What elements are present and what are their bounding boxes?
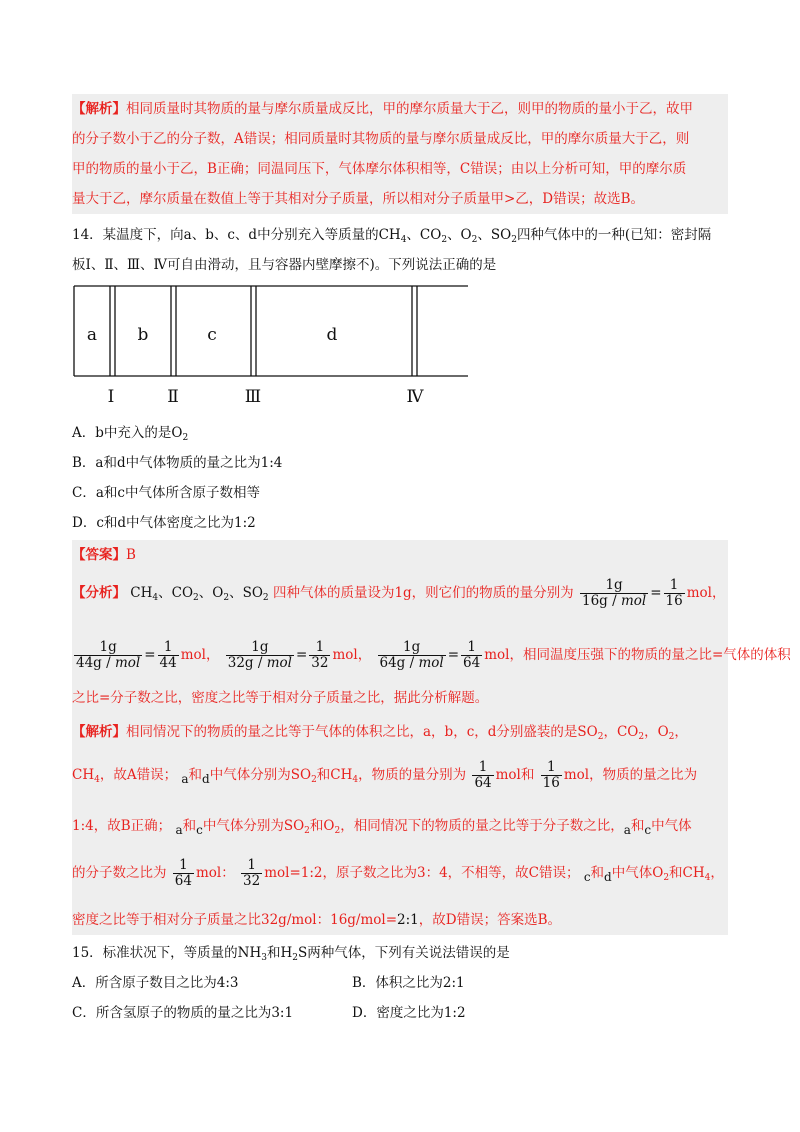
prev-analysis-line: 【解析】相同质量时其物质的量与摩尔质量成反比，甲的摩尔质量大于乙，则甲的物质的量小于乙，故甲 — [72, 101, 693, 117]
compartment-a: a — [86, 325, 98, 345]
fraction: $\frac{1}{44}$ — [159, 639, 177, 671]
fenxi-line-2: $\frac{1g}{\text{44g / mol}}$ = $\frac{1}{44}$ mol， $\frac{1g}{\text{32g / mol}}$ = $\frac{1}{32}$ mol， $\frac{1g}{\text{64g / mol}}$ = $\frac{1}{64}$ mol，相同温度压强下的物质的量之比=气体的体积 — [76, 639, 791, 671]
fraction: $\frac{1g}{\text{44g / mol}}$ — [76, 639, 141, 671]
question-14-options — [72, 418, 728, 538]
answer-value: B — [126, 547, 136, 563]
partition-label-4: Ⅳ — [406, 387, 424, 407]
fraction: $\frac{1g}{\text{32g / mol}}$ — [227, 639, 292, 671]
fraction: $\frac{1g}{\text{16g / mol}}$ — [581, 577, 647, 609]
fraction: $\frac{1}{16}$ — [665, 577, 683, 609]
partition-label-2: Ⅱ — [167, 387, 179, 407]
prev-analysis-line: 的分子数小于乙的分子数，A错误；相同质量时其物质的量与摩尔质量成反比，甲的摩尔质量大于乙，则 — [72, 131, 690, 147]
option-a: A．b中充入的是$O_2$ — [72, 425, 189, 443]
fraction: $\frac{1}{64}$ — [474, 759, 492, 791]
container-diagram — [70, 284, 490, 408]
compartment-c: c — [207, 325, 217, 345]
prev-analysis-line: 量大于乙，摩尔质量在数值上等于其相对分子质量，所以相对分子质量甲>乙，D错误；故选B。 — [72, 191, 645, 207]
jiexi-line-1: 【解析】相同情况下的物质的量之比等于气体的体积之比，a，b，c，d分别盛装的是$SO_2$，$CO_2$，$O_2$， — [72, 724, 688, 742]
compartment-d: d — [326, 325, 338, 345]
prev-analysis-block — [72, 94, 728, 214]
answer-line: 【答案】B — [72, 547, 136, 563]
option-d: D．c和d中气体密度之比为1:2 — [72, 515, 256, 531]
partition-label-1: Ⅰ — [107, 387, 115, 407]
partition-label-3: Ⅲ — [244, 387, 262, 407]
option-c: C．a和c中气体所含原子数相等 — [72, 485, 260, 501]
q15-option-b: B．体积之比为2:1 — [352, 975, 465, 991]
fraction: $\frac{1}{16}$ — [542, 759, 560, 791]
fraction: $\frac{1g}{\text{64g / mol}}$ — [379, 639, 444, 671]
q15-option-a: A．所含原子数目之比为4:3 — [72, 975, 239, 991]
fenxi-line-1: 【分析】 $CH_4$、$CO_2$、$O_2$、$SO_2$ 四种气体的质量设为1g，则它们的物质的量分别为 $\frac{1g}{\text{16g / mol}}$ = $\frac{1}{16}$ mol， — [72, 577, 726, 609]
prev-analysis-line: 甲的物质的量小于乙，B正确；同温同压下，气体摩尔体积相等，C错误；由以上分析可知，甲的摩尔质 — [72, 161, 687, 177]
analysis-tag: 【解析】 — [72, 101, 126, 117]
compartment-b: b — [137, 325, 149, 345]
option-b: B．a和d中气体物质的量之比为1:4 — [72, 455, 283, 471]
jiexi-line-5: 密度之比等于相对分子质量之比32g/mol：16g/mol=2:1，故D错误；答案选B。 — [72, 912, 562, 928]
fraction: $\frac{1}{64}$ — [463, 639, 481, 671]
fraction: $\frac{1}{32}$ — [243, 857, 261, 889]
fenxi-line-3: 之比=分子数之比，密度之比等于相对分子质量之比，据此分析解题。 — [72, 690, 489, 706]
jiexi-line-2: $CH_4$，故A错误； a和d中气体分别为$SO_2$和$CH_4$，物质的量分别为 $\frac{1}{64}$ mol和 $\frac{1}{16}$ mol，物质的量之比为 — [72, 759, 698, 791]
answer-block — [72, 540, 791, 935]
jiexi-line-3: 1:4，故B正确； a和c中气体分别为$SO_2$和$O_2$，相同情况下的物质的量之比等于分子数之比，a和c中气体 — [72, 818, 692, 837]
question-15 — [72, 938, 728, 1028]
q15-option-d: D．密度之比为1:2 — [352, 1005, 466, 1021]
jiexi-line-4: 的分子数之比为 $\frac{1}{64}$ mol： $\frac{1}{32}$ mol=1:2，原子数之比为3：4，不相等，故C错误； c和d中气体$O_2$和$CH_4$， — [72, 857, 724, 889]
question-15-stem: 15．标准状况下，等质量的$NH_3$和$H_2S$两种气体，下列有关说法错误的是 — [72, 945, 510, 963]
q15-option-c: C．所含氢原子的物质的量之比为3:1 — [72, 1005, 294, 1021]
question-14-stem: 14．某温度下，向a、b、c、d中分别充入等质量的$CH_4$、$CO_2$、$O_2$、$SO_2$四种气体中的一种(已知：密封隔 板Ⅰ、Ⅱ、Ⅲ、Ⅳ可自由滑动，且与容器内壁摩擦不)。下列说法正确的是 — [72, 227, 712, 273]
fraction: $\frac{1}{64}$ — [174, 857, 192, 889]
fraction: $\frac{1}{32}$ — [311, 639, 329, 671]
